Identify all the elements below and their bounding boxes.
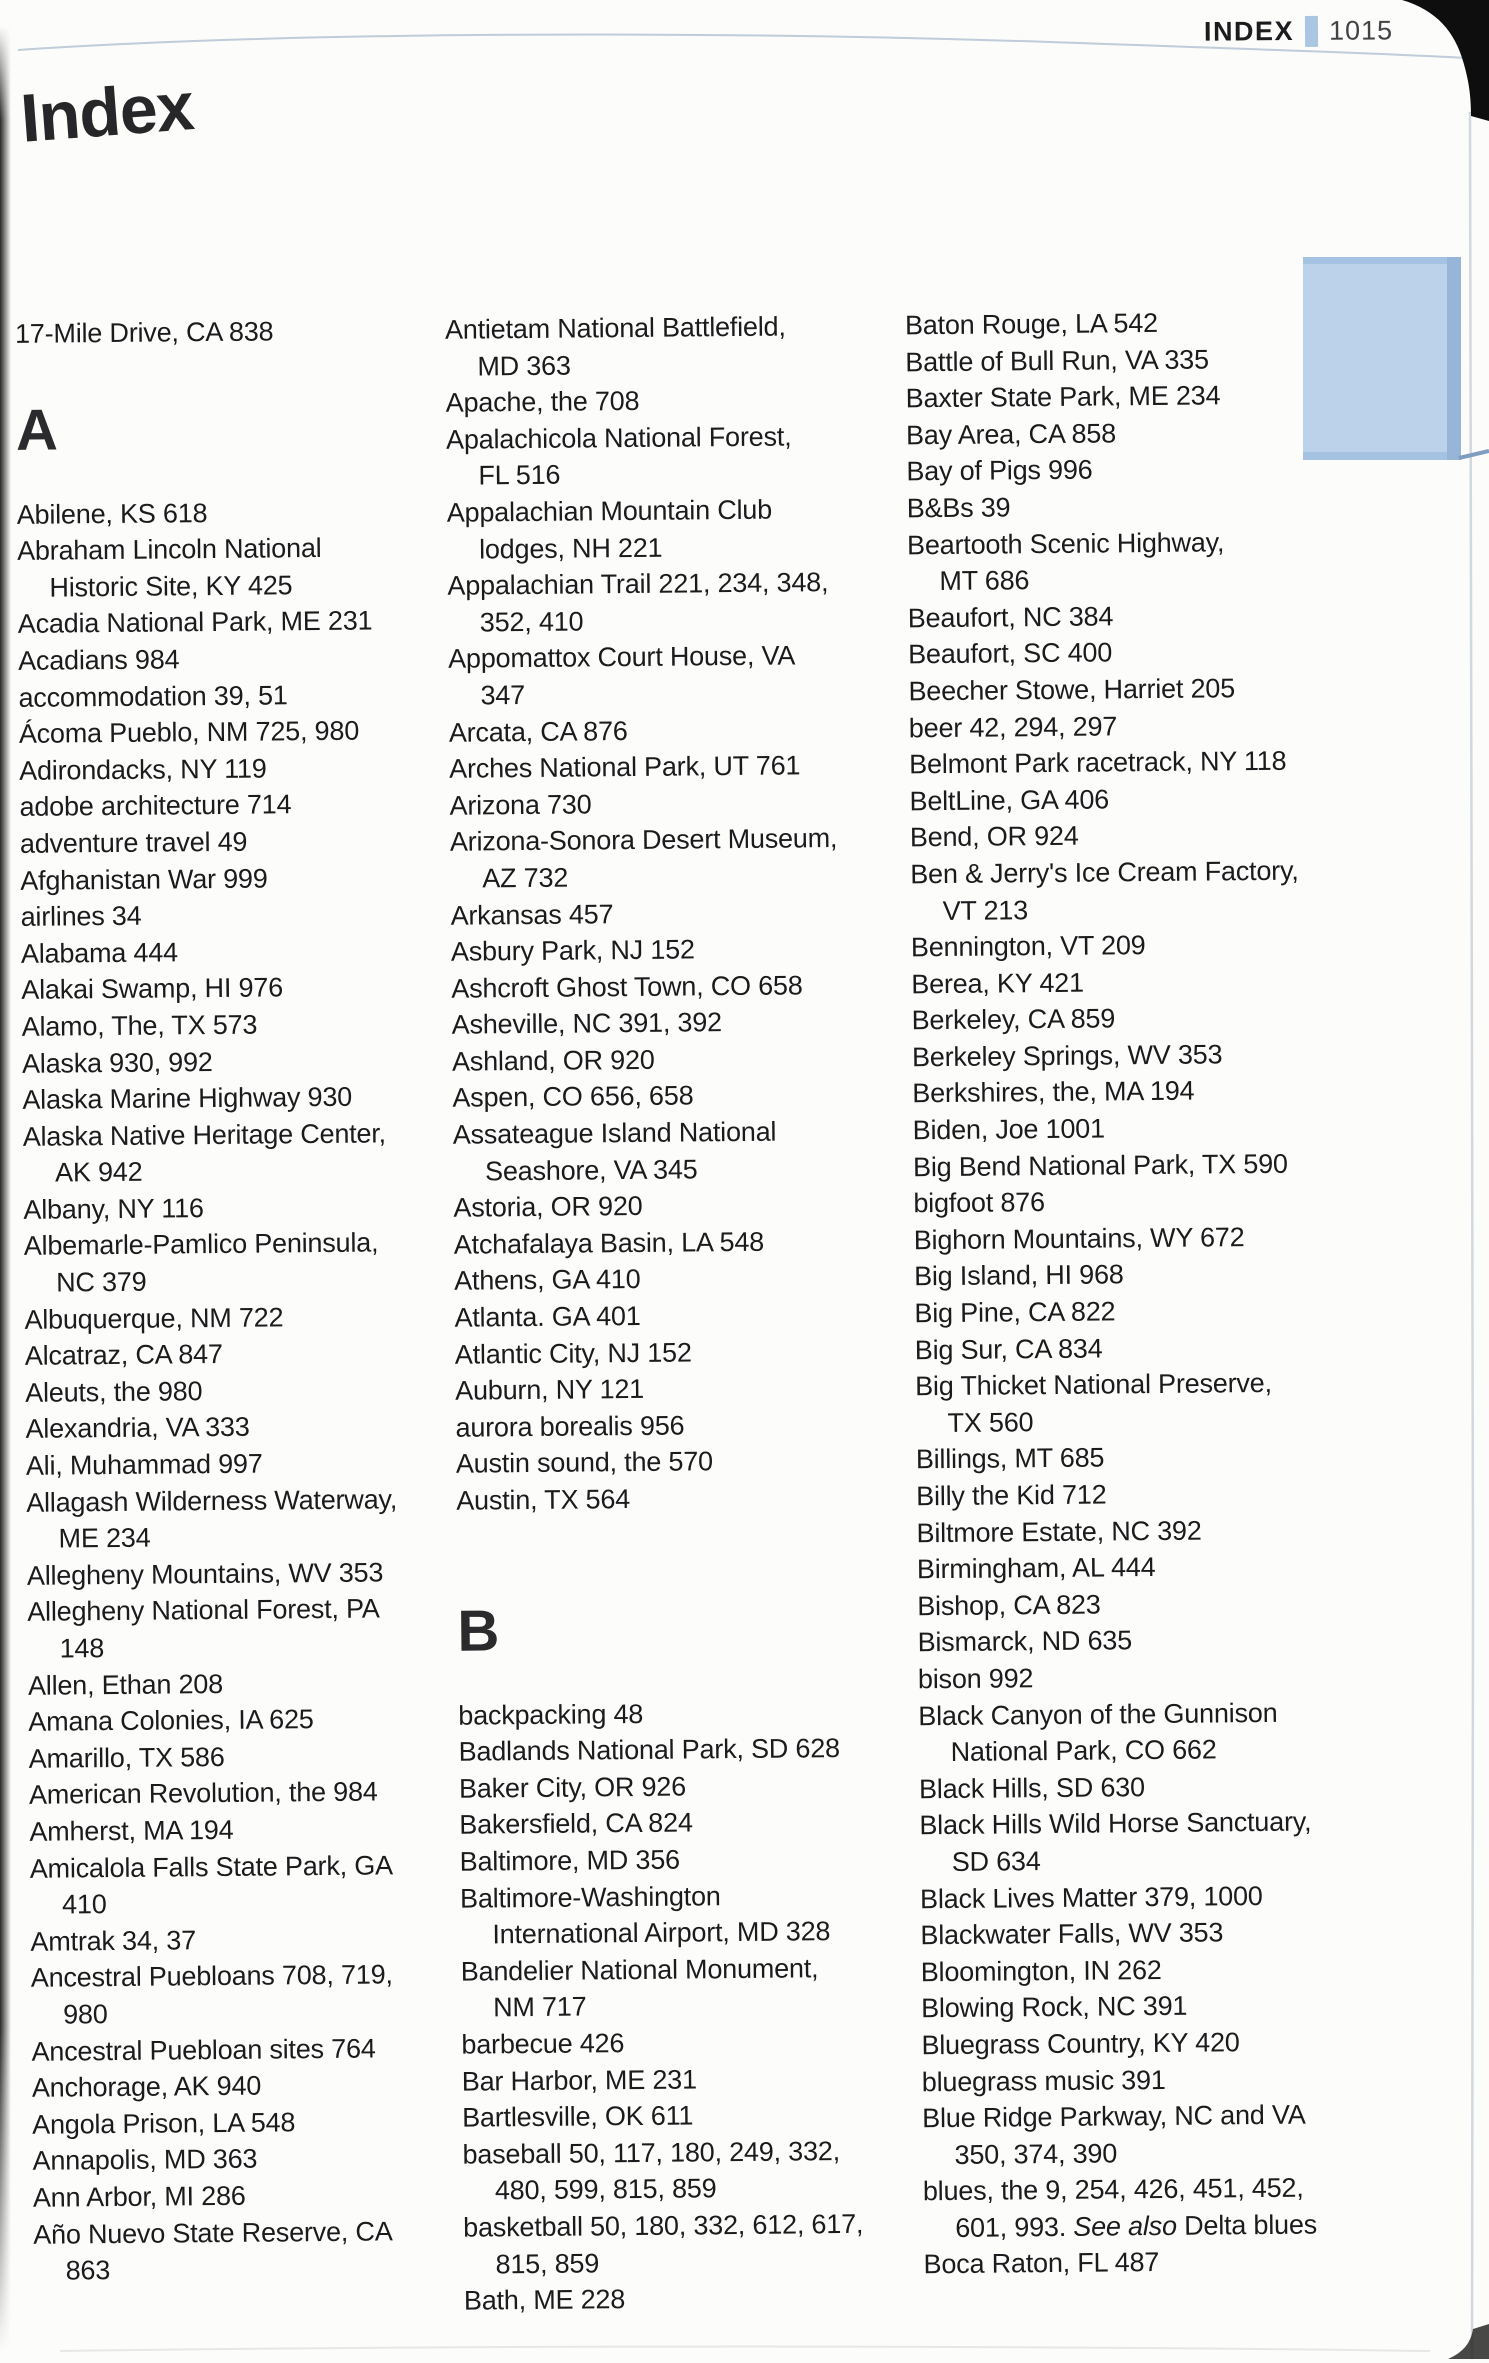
entry-line: bison 992 — [917, 1663, 1034, 1695]
entry-line: Auburn, NY 121 — [455, 1374, 645, 1406]
entry-line: Appalachian Trail 221, 234, 348, — [447, 567, 829, 601]
entry-line: Blue Ridge Parkway, NC and VA — [922, 2099, 1306, 2134]
index-entry — [26, 1480, 455, 1557]
entry-line: Belmont Park racetrack, NY 118 — [909, 745, 1287, 780]
index-entry — [905, 302, 1480, 344]
entry-line-continuation: SD 634 — [951, 1846, 1041, 1877]
index-entry — [446, 381, 901, 422]
index-entry — [456, 1442, 911, 1483]
entry-line: Billings, MT 685 — [915, 1442, 1105, 1475]
index-entry — [909, 778, 1484, 820]
entry-line: Bakersfield, CA 824 — [459, 1807, 693, 1841]
entry-line: adobe architecture 714 — [19, 789, 292, 823]
index-entry — [25, 1407, 453, 1448]
index-entry — [453, 1112, 909, 1190]
entry-line: Ashcroft Ghost Town, CO 658 — [451, 970, 803, 1004]
entry-line: Beecher Stowe, Harriet 205 — [908, 673, 1236, 707]
entry-line-continuation: MT 686 — [939, 565, 1030, 597]
entry-line: Amherst, MA 194 — [29, 1814, 234, 1847]
entry-line: Albuquerque, NM 722 — [24, 1302, 284, 1335]
entry-line: Appalachian Mountain Club — [446, 494, 773, 528]
entry-line: Boca Raton, FL 487 — [923, 2247, 1160, 2280]
index-entry — [460, 1839, 915, 1880]
entry-line: Alexandria, VA 333 — [25, 1412, 250, 1445]
entry-line: Alaska 930, 992 — [21, 1046, 213, 1079]
entry-line: Bandelier National Monument, — [460, 1953, 819, 1987]
index-entry — [917, 1583, 1489, 1625]
index-entry — [28, 1700, 456, 1741]
entry-line: Baker City, OR 926 — [458, 1771, 687, 1804]
entry-line: Asbury Park, NJ 152 — [450, 934, 695, 967]
entry-line: Bend, OR 924 — [909, 821, 1079, 853]
entry-line: Alaska Marine Highway 930 — [22, 1081, 353, 1115]
index-entry — [460, 1876, 916, 1954]
index-entry — [456, 1478, 911, 1519]
index-entry — [462, 2059, 917, 2100]
index-entry — [908, 668, 1483, 710]
entry-line: Arizona 730 — [449, 789, 592, 821]
index-entry — [922, 2058, 1489, 2100]
entry-line-continuation: 410 — [61, 1889, 107, 1920]
index-entry — [447, 490, 903, 568]
index-entry — [454, 1259, 909, 1300]
entry-line: Bay Area, CA 858 — [905, 418, 1117, 451]
index-entry — [907, 485, 1482, 527]
entry-line: Año Nuevo State Reserve, CA — [33, 2215, 393, 2250]
index-entry — [23, 1188, 451, 1229]
entry-line: beer 42, 294, 297 — [908, 710, 1118, 743]
index-entry — [911, 997, 1486, 1039]
entry-line: aurora borealis 956 — [455, 1410, 685, 1443]
index-entry — [21, 968, 449, 1009]
index-entry — [462, 2095, 917, 2136]
index-entry — [17, 492, 445, 533]
index-entry — [911, 960, 1486, 1002]
entry-line: backpacking 48 — [458, 1698, 644, 1731]
page-title: Index — [18, 68, 196, 157]
entry-line: bluegrass music 391 — [921, 2064, 1166, 2097]
index-entry — [455, 1332, 910, 1373]
entry-line: Alabama 444 — [20, 937, 179, 969]
entry-line: Appomattox Court House, VA — [448, 640, 796, 675]
index-entry — [448, 637, 904, 715]
entry-line: Bar Harbor, ME 231 — [461, 2063, 697, 2097]
entry-line: BeltLine, GA 406 — [909, 784, 1110, 817]
entry-line: Alamo, The, TX 573 — [21, 1009, 258, 1042]
entry-line-continuation: 815, 859 — [495, 2247, 600, 2279]
entry-line: Berkeley Springs, WV 353 — [911, 1039, 1223, 1073]
entry-line: adventure travel 49 — [19, 826, 248, 859]
index-entry — [916, 1473, 1489, 1515]
index-entry — [911, 924, 1486, 966]
index-entry — [15, 312, 443, 353]
index-entry — [19, 749, 447, 790]
entry-line-continuation: 148 — [59, 1633, 105, 1664]
entry-line: Bighorn Mountains, WY 672 — [913, 1221, 1245, 1256]
index-entry — [461, 1949, 917, 2027]
index-entry — [17, 529, 446, 606]
index-entry — [451, 966, 906, 1007]
entry-line-continuation: MD 363 — [477, 350, 571, 382]
index-entry — [908, 595, 1483, 637]
entry-line: Berkshires, the, MA 194 — [912, 1076, 1195, 1109]
index-entry — [921, 1985, 1489, 2027]
index-entry — [923, 2241, 1489, 2283]
entry-line: Amarillo, TX 586 — [28, 1741, 225, 1774]
entry-line: Acadians 984 — [18, 644, 180, 676]
entry-line-continuation: 480, 599, 815, 859 — [494, 2173, 717, 2206]
entry-line: Berea, KY 421 — [911, 967, 1084, 1000]
index-entry — [452, 1039, 907, 1080]
entry-line: Amana Colonies, IA 625 — [28, 1704, 314, 1738]
index-entry — [920, 1875, 1489, 1917]
index-entry — [905, 338, 1480, 380]
index-entry — [910, 814, 1485, 856]
index-entry — [915, 1326, 1489, 1368]
index-entry — [20, 895, 448, 936]
index-entry — [921, 1948, 1489, 1990]
entry-line-continuation: VT 213 — [942, 894, 1029, 926]
index-entry — [24, 1224, 453, 1301]
entry-line: Bloomington, IN 262 — [920, 1954, 1162, 1987]
entry-line-continuation: lodges, NH 221 — [478, 532, 663, 565]
entry-line: Amicalola Falls State Park, GA — [29, 1849, 394, 1884]
index-entry — [923, 2168, 1489, 2247]
index-entry — [32, 2066, 460, 2107]
entry-line-continuation: AK 942 — [54, 1156, 143, 1188]
entry-line: Acadia National Park, ME 231 — [17, 605, 373, 640]
index-entry — [913, 1143, 1488, 1185]
index-entry — [452, 1076, 907, 1117]
index-entry — [908, 631, 1483, 673]
entry-line-continuation: National Park, CO 662 — [950, 1734, 1217, 1768]
entry-line: Ancestral Puebloan sites 764 — [31, 2033, 376, 2067]
entry-line: Arches National Park, UT 761 — [449, 750, 801, 784]
entry-line: Blowing Rock, NC 391 — [920, 1991, 1188, 2024]
index-entry — [30, 1846, 459, 1923]
entry-line-continuation: Seashore, VA 345 — [484, 1154, 698, 1187]
entry-line: Astoria, OR 920 — [453, 1191, 643, 1223]
entry-line: Bath, ME 228 — [463, 2284, 626, 2316]
section-heading: B — [457, 1597, 500, 1664]
index-entry — [31, 1956, 460, 2033]
index-entry — [451, 929, 906, 970]
index-entry — [445, 307, 901, 385]
index-entry — [22, 1041, 450, 1082]
entry-line: Asheville, NC 391, 392 — [451, 1007, 723, 1041]
entry-line-continuation: AZ 732 — [482, 862, 569, 894]
index-entry — [22, 1078, 450, 1119]
entry-line: Baton Rouge, LA 542 — [904, 307, 1159, 341]
index-entry — [449, 783, 904, 824]
index-entry — [919, 1802, 1489, 1881]
index-entry — [27, 1554, 455, 1595]
index-entry — [31, 2029, 459, 2070]
index-entry — [29, 1736, 457, 1777]
index-entry — [916, 1436, 1489, 1478]
entry-line: Blackwater Falls, WV 353 — [920, 1917, 1224, 1951]
index-entry — [919, 1766, 1489, 1808]
index-entry — [450, 893, 905, 934]
index-entry — [912, 1034, 1487, 1076]
entry-line: Battle of Bull Run, VA 335 — [905, 344, 1209, 377]
index-entry — [458, 1730, 913, 1771]
entry-line: Bay of Pigs 996 — [906, 454, 1093, 487]
index-entry — [32, 2102, 460, 2143]
entry-line: airlines 34 — [20, 900, 142, 932]
index-entry — [910, 851, 1486, 930]
entry-line-continuation: 601, 993. See also Delta blues — [955, 2209, 1318, 2243]
entry-line: Black Lives Matter 379, 1000 — [919, 1880, 1263, 1914]
entry-line-continuation: Historic Site, KY 425 — [49, 570, 293, 603]
entry-line: Bluegrass Country, KY 420 — [921, 2027, 1240, 2061]
index-entry — [28, 1663, 456, 1704]
index-entry — [459, 1766, 914, 1807]
index-entry — [909, 704, 1484, 746]
index-entry — [453, 1186, 908, 1227]
entry-line: Angola Prison, LA 548 — [32, 2107, 296, 2140]
entry-line: Arcata, CA 876 — [448, 715, 628, 748]
entry-line-continuation: 352, 410 — [479, 606, 584, 638]
index-entry — [449, 710, 904, 751]
index-entry — [18, 675, 446, 716]
index-entry — [459, 1803, 914, 1844]
index-entry — [32, 2139, 460, 2180]
entry-line: Atchafalaya Basin, LA 548 — [453, 1226, 765, 1260]
index-entry — [914, 1217, 1489, 1259]
entry-line: Austin, TX 564 — [456, 1484, 631, 1516]
entry-line: blues, the 9, 254, 426, 451, 452, — [922, 2172, 1304, 2207]
entry-line: Arkansas 457 — [450, 898, 614, 931]
index-entry — [920, 1912, 1489, 1954]
entry-line: basketball 50, 180, 332, 612, 617, — [463, 2208, 864, 2243]
entry-line-continuation: 863 — [65, 2255, 111, 2286]
header-index-label: INDEX — [1203, 16, 1295, 47]
entry-line: Adirondacks, NY 119 — [19, 753, 267, 786]
index-entry — [19, 712, 447, 753]
index-entry — [909, 741, 1484, 783]
entry-line: Bartlesville, OK 611 — [462, 2100, 694, 2133]
index-entry — [464, 2278, 919, 2319]
entry-line: Badlands National Park, SD 628 — [458, 1733, 841, 1767]
entry-line: Ancestral Puebloans 708, 719, — [30, 1959, 393, 1994]
index-column-2 — [445, 307, 919, 2319]
entry-line: Berkeley, CA 859 — [911, 1003, 1116, 1036]
index-entry — [454, 1295, 909, 1336]
index-entry — [450, 820, 906, 898]
entry-line-continuation: International Airport, MD 328 — [492, 1916, 831, 1950]
index-entry — [24, 1297, 452, 1338]
index-entry — [906, 375, 1481, 417]
entry-line: Ashland, OR 920 — [451, 1044, 655, 1077]
index-entry — [463, 2205, 919, 2283]
index-entry — [906, 448, 1481, 490]
entry-line: Ann Arbor, MI 286 — [32, 2180, 246, 2213]
index-entry — [918, 1692, 1489, 1771]
entry-line-continuation: 347 — [480, 679, 526, 711]
index-entry — [914, 1253, 1489, 1295]
index-entry — [33, 2176, 461, 2217]
index-entry — [917, 1546, 1489, 1588]
index-entry — [18, 602, 446, 643]
entry-line: Alakai Swamp, HI 976 — [21, 972, 284, 1006]
index-entry — [913, 1180, 1488, 1222]
entry-line: Athens, GA 410 — [453, 1264, 641, 1297]
entry-line: Abraham Lincoln National — [16, 533, 322, 567]
index-column-1 — [15, 312, 462, 2290]
entry-line: Arizona-Sonora Desert Museum, — [449, 823, 838, 858]
entry-line: Black Canyon of the Gunnison — [918, 1697, 1278, 1731]
entry-line-continuation: TX 560 — [947, 1406, 1034, 1438]
index-entry — [913, 1107, 1488, 1149]
entry-line: Allegheny National Forest, PA — [27, 1593, 380, 1628]
entry-line: accommodation 39, 51 — [18, 679, 288, 713]
entry-line: bigfoot 876 — [913, 1187, 1045, 1219]
index-entry — [446, 417, 902, 495]
entry-line: Atlanta. GA 401 — [454, 1300, 641, 1333]
entry-line: Big Pine, CA 822 — [914, 1296, 1116, 1329]
index-entry — [27, 1590, 456, 1667]
entry-line: 17-Mile Drive, CA 838 — [14, 316, 274, 349]
entry-line: Billy the Kid 712 — [916, 1479, 1107, 1512]
header-page-number: 1015 — [1328, 15, 1394, 46]
entry-line: barbecue 426 — [461, 2028, 625, 2060]
entry-line: Ácoma Pueblo, NM 725, 980 — [18, 715, 360, 750]
index-entry — [21, 1005, 449, 1046]
index-entry — [447, 564, 903, 642]
index-entry — [455, 1369, 910, 1410]
index-entry — [921, 2022, 1489, 2064]
index-entry — [452, 1003, 907, 1044]
index-entry — [20, 822, 448, 863]
entry-line: Beartooth Scenic Highway, — [906, 526, 1225, 560]
entry-line: Apache, the 708 — [445, 386, 640, 418]
index-entry — [922, 2095, 1489, 2174]
entry-line: Baltimore-Washington — [459, 1880, 721, 1914]
index-entry — [462, 2132, 918, 2210]
entry-line: Atlantic City, NJ 152 — [454, 1337, 692, 1370]
entry-line: Big Thicket National Preserve, — [915, 1368, 1272, 1402]
entry-line: Amtrak 34, 37 — [30, 1924, 197, 1957]
entry-line: baseball 50, 117, 180, 249, 332, — [462, 2135, 841, 2170]
entry-line: American Revolution, the 984 — [28, 1776, 378, 1811]
entry-line: Allagash Wilderness Waterway, — [26, 1483, 398, 1518]
entry-line: Bishop, CA 823 — [917, 1589, 1101, 1622]
entry-line: Aspen, CO 656, 658 — [452, 1080, 694, 1114]
index-entry — [455, 1405, 910, 1446]
index-entry — [19, 785, 447, 826]
index-entry — [461, 2022, 916, 2063]
index-entry — [21, 931, 449, 972]
entry-line: Albany, NY 116 — [23, 1192, 204, 1225]
entry-line: Annapolis, MD 363 — [32, 2143, 258, 2177]
entry-line: Apalachicola National Forest, — [445, 421, 792, 455]
entry-line: Austin sound, the 570 — [455, 1446, 714, 1480]
section-heading: A — [15, 397, 59, 463]
entry-line: Beaufort, NC 384 — [907, 601, 1114, 634]
entry-line: Black Hills Wild Horse Sanctuary, — [919, 1806, 1312, 1841]
index-entry — [25, 1334, 453, 1375]
index-entry — [906, 412, 1481, 454]
entry-line-continuation: NC 379 — [55, 1266, 147, 1298]
entry-line: Aleuts, the 980 — [25, 1375, 203, 1408]
entry-line: Bennington, VT 209 — [910, 930, 1146, 963]
entry-line: Alaska Native Heritage Center, — [22, 1118, 387, 1152]
entry-line: Allen, Ethan 208 — [27, 1668, 224, 1701]
entry-line: Biden, Joe 1001 — [912, 1113, 1106, 1146]
entry-line: Assateague Island National — [452, 1116, 777, 1150]
entry-line: Beaufort, SC 400 — [907, 637, 1113, 670]
entry-line: Albemarle-Pamlico Peninsula, — [23, 1227, 379, 1262]
index-entry — [458, 1693, 913, 1734]
entry-line-continuation: 350, 374, 390 — [954, 2138, 1118, 2170]
index-entry — [912, 1070, 1487, 1112]
entry-line-continuation: NM 717 — [492, 1991, 587, 2023]
index-entry — [29, 1810, 457, 1851]
index-entry — [914, 1290, 1489, 1332]
entry-line-continuation: 980 — [63, 1999, 108, 2030]
entry-line: Afghanistan War 999 — [20, 863, 268, 896]
index-entry — [916, 1509, 1489, 1551]
index-entry — [18, 639, 446, 680]
entry-line: Ali, Muhammad 997 — [25, 1448, 263, 1481]
entry-line: Big Island, HI 968 — [913, 1259, 1124, 1292]
index-entry — [918, 1656, 1489, 1698]
index-column-3 — [905, 302, 1489, 2283]
entry-line-continuation: ME 234 — [58, 1522, 151, 1554]
index-entry — [33, 2212, 462, 2289]
index-entry — [20, 858, 448, 899]
entry-line: Big Bend National Park, TX 590 — [912, 1148, 1288, 1182]
entry-line: B&Bs 39 — [906, 492, 1011, 524]
entry-line: Biltmore Estate, NC 392 — [916, 1515, 1202, 1548]
index-entry — [915, 1363, 1489, 1442]
entry-line: Anchorage, AK 940 — [31, 2070, 262, 2103]
index-entry — [917, 1619, 1489, 1661]
index-entry — [907, 521, 1483, 600]
entry-line: Ben & Jerry's Ice Cream Factory, — [910, 855, 1299, 890]
entry-line: Alcatraz, CA 847 — [24, 1339, 223, 1372]
entry-line: Baltimore, MD 356 — [459, 1844, 681, 1877]
index-entry — [23, 1114, 452, 1191]
entry-line: Antietam National Battlefield, — [444, 311, 786, 345]
index-entry — [449, 746, 904, 787]
entry-line: Big Sur, CA 834 — [914, 1333, 1103, 1365]
entry-line: Baxter State Park, ME 234 — [905, 380, 1221, 414]
index-entry — [454, 1222, 909, 1263]
index-entry — [26, 1444, 454, 1485]
index-entry — [25, 1371, 453, 1412]
index-entry — [30, 1919, 458, 1960]
entry-line: Black Hills, SD 630 — [918, 1771, 1145, 1805]
entry-line: Bismarck, ND 635 — [917, 1625, 1133, 1658]
entry-line: Allegheny Mountains, WV 353 — [26, 1557, 384, 1591]
entry-line: Abilene, KS 618 — [16, 497, 208, 530]
entry-line-continuation: FL 516 — [478, 460, 561, 491]
entry-line: Birmingham, AL 444 — [916, 1552, 1156, 1585]
index-entry — [29, 1773, 457, 1814]
